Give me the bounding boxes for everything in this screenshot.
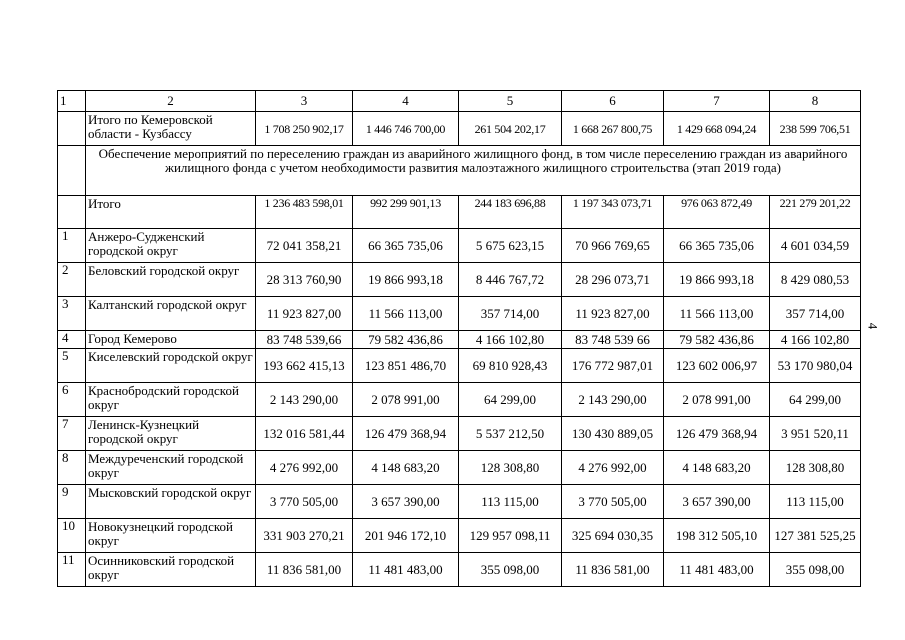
value-cell: 128 308,80 — [770, 451, 861, 485]
data-table — [57, 90, 861, 587]
value-cell: 4 166 102,80 — [459, 331, 562, 349]
value-cell: 19 866 993,18 — [664, 263, 770, 297]
value-cell: 69 810 928,43 — [459, 349, 562, 383]
value-cell: 4 166 102,80 — [770, 331, 861, 349]
value-cell: 3 657 390,00 — [664, 485, 770, 519]
value-cell: 193 662 415,13 — [256, 349, 353, 383]
value-cell: 5 675 623,15 — [459, 229, 562, 263]
value-cell: 238 599 706,51 — [770, 112, 861, 146]
column-number: 3 — [256, 91, 353, 112]
value-cell: 70 966 769,65 — [562, 229, 664, 263]
value-cell: 3 770 505,00 — [562, 485, 664, 519]
value-cell: 123 851 486,70 — [353, 349, 459, 383]
value-cell: 355 098,00 — [459, 553, 562, 587]
column-number: 6 — [562, 91, 664, 112]
value-cell: 11 481 483,00 — [664, 553, 770, 587]
page-number: 4 — [865, 322, 881, 330]
value-cell: 130 430 889,05 — [562, 417, 664, 451]
value-cell: 83 748 539 66 — [562, 331, 664, 349]
value-cell: 976 063 872,49 — [664, 196, 770, 229]
value-cell: 126 479 368,94 — [353, 417, 459, 451]
value-cell: 992 299 901,13 — [353, 196, 459, 229]
value-cell: 4 148 683,20 — [664, 451, 770, 485]
value-cell: 4 148 683,20 — [353, 451, 459, 485]
municipality-row — [58, 451, 861, 485]
column-number: 1 — [58, 91, 86, 112]
row-index: 5 — [58, 349, 86, 383]
value-cell: 176 772 987,01 — [562, 349, 664, 383]
municipality-row — [58, 417, 861, 451]
value-cell: 83 748 539,66 — [256, 331, 353, 349]
value-cell: 8 446 767,72 — [459, 263, 562, 297]
row-index: 6 — [58, 383, 86, 417]
row-name: Город Кемерово — [86, 331, 256, 349]
municipality-row — [58, 331, 861, 349]
column-number-row — [58, 91, 861, 112]
row-index: 8 — [58, 451, 86, 485]
column-number: 7 — [664, 91, 770, 112]
value-cell: 79 582 436,86 — [353, 331, 459, 349]
municipality-row — [58, 553, 861, 587]
value-cell: 4 276 992,00 — [256, 451, 353, 485]
value-cell: 128 308,80 — [459, 451, 562, 485]
value-cell: 2 078 991,00 — [353, 383, 459, 417]
value-cell: 11 566 113,00 — [353, 297, 459, 331]
row-name: Киселевский городской округ — [86, 349, 256, 383]
value-cell: 66 365 735,06 — [664, 229, 770, 263]
region-total-row — [58, 112, 861, 146]
municipality-row — [58, 297, 861, 331]
value-cell: 201 946 172,10 — [353, 519, 459, 553]
value-cell: 66 365 735,06 — [353, 229, 459, 263]
value-cell: 244 183 696,88 — [459, 196, 562, 229]
row-index — [58, 196, 86, 229]
value-cell: 1 429 668 094,24 — [664, 112, 770, 146]
value-cell: 11 836 581,00 — [562, 553, 664, 587]
municipality-row — [58, 229, 861, 263]
municipality-row — [58, 383, 861, 417]
value-cell: 19 866 993,18 — [353, 263, 459, 297]
value-cell: 357 714,00 — [770, 297, 861, 331]
row-index: 10 — [58, 519, 86, 553]
row-name: Краснобродский городской округ — [86, 383, 256, 417]
value-cell: 261 504 202,17 — [459, 112, 562, 146]
value-cell: 325 694 030,35 — [562, 519, 664, 553]
row-index: 3 — [58, 297, 86, 331]
row-index: 11 — [58, 553, 86, 587]
value-cell: 126 479 368,94 — [664, 417, 770, 451]
value-cell: 113 115,00 — [459, 485, 562, 519]
value-cell: 1 708 250 902,17 — [256, 112, 353, 146]
row-name: Калтанский городской округ — [86, 297, 256, 331]
row-index: 9 — [58, 485, 86, 519]
value-cell: 28 313 760,90 — [256, 263, 353, 297]
value-cell: 113 115,00 — [770, 485, 861, 519]
value-cell: 123 602 006,97 — [664, 349, 770, 383]
row-index: 2 — [58, 263, 86, 297]
value-cell: 64 299,00 — [770, 383, 861, 417]
row-name: Мысковский городской округ — [86, 485, 256, 519]
value-cell: 28 296 073,71 — [562, 263, 664, 297]
value-cell: 11 836 581,00 — [256, 553, 353, 587]
value-cell: 4 276 992,00 — [562, 451, 664, 485]
row-index: 1 — [58, 229, 86, 263]
value-cell: 1 668 267 800,75 — [562, 112, 664, 146]
value-cell: 331 903 270,21 — [256, 519, 353, 553]
section-title: Обеспечение мероприятий по переселению граждан из аварийного жилищного фонд, в том числе переселению граждан из аварийного жилищного фонда с учетом необходимости развития малоэтажного жилищного строительства (этап 2019 года) — [86, 146, 861, 196]
value-cell: 2 143 290,00 — [256, 383, 353, 417]
row-index: 4 — [58, 331, 86, 349]
value-cell: 11 566 113,00 — [664, 297, 770, 331]
value-cell: 1 446 746 700,00 — [353, 112, 459, 146]
section-row — [58, 146, 861, 196]
value-cell: 3 657 390,00 — [353, 485, 459, 519]
value-cell: 2 078 991,00 — [664, 383, 770, 417]
value-cell: 129 957 098,11 — [459, 519, 562, 553]
value-cell: 198 312 505,10 — [664, 519, 770, 553]
column-number: 4 — [353, 91, 459, 112]
row-name: Беловский городской округ — [86, 263, 256, 297]
row-index: 7 — [58, 417, 86, 451]
row-name: Осинниковский городской округ — [86, 553, 256, 587]
value-cell: 355 098,00 — [770, 553, 861, 587]
value-cell: 3 951 520,11 — [770, 417, 861, 451]
value-cell: 72 041 358,21 — [256, 229, 353, 263]
value-cell: 64 299,00 — [459, 383, 562, 417]
column-number: 5 — [459, 91, 562, 112]
municipality-row — [58, 263, 861, 297]
value-cell: 357 714,00 — [459, 297, 562, 331]
row-name: Итого по Кемеровской области - Кузбассу — [86, 112, 256, 146]
section-total-row — [58, 196, 861, 229]
value-cell: 5 537 212,50 — [459, 417, 562, 451]
value-cell: 11 481 483,00 — [353, 553, 459, 587]
row-name: Междуреченский городской округ — [86, 451, 256, 485]
row-index — [58, 112, 86, 146]
value-cell: 1 236 483 598,01 — [256, 196, 353, 229]
value-cell: 11 923 827,00 — [562, 297, 664, 331]
value-cell: 8 429 080,53 — [770, 263, 861, 297]
value-cell: 11 923 827,00 — [256, 297, 353, 331]
row-name: Ленинск-Кузнецкий городской округ — [86, 417, 256, 451]
row-index — [58, 146, 86, 196]
value-cell: 127 381 525,25 — [770, 519, 861, 553]
row-name: Новокузнецкий городской округ — [86, 519, 256, 553]
column-number: 8 — [770, 91, 861, 112]
value-cell: 2 143 290,00 — [562, 383, 664, 417]
row-name: Анжеро-Судженский городской округ — [86, 229, 256, 263]
municipality-row — [58, 519, 861, 553]
municipality-row — [58, 485, 861, 519]
value-cell: 4 601 034,59 — [770, 229, 861, 263]
value-cell: 132 016 581,44 — [256, 417, 353, 451]
value-cell: 1 197 343 073,71 — [562, 196, 664, 229]
value-cell: 221 279 201,22 — [770, 196, 861, 229]
row-name: Итого — [86, 196, 256, 229]
municipality-row — [58, 349, 861, 383]
column-number: 2 — [86, 91, 256, 112]
value-cell: 3 770 505,00 — [256, 485, 353, 519]
value-cell: 79 582 436,86 — [664, 331, 770, 349]
value-cell: 53 170 980,04 — [770, 349, 861, 383]
